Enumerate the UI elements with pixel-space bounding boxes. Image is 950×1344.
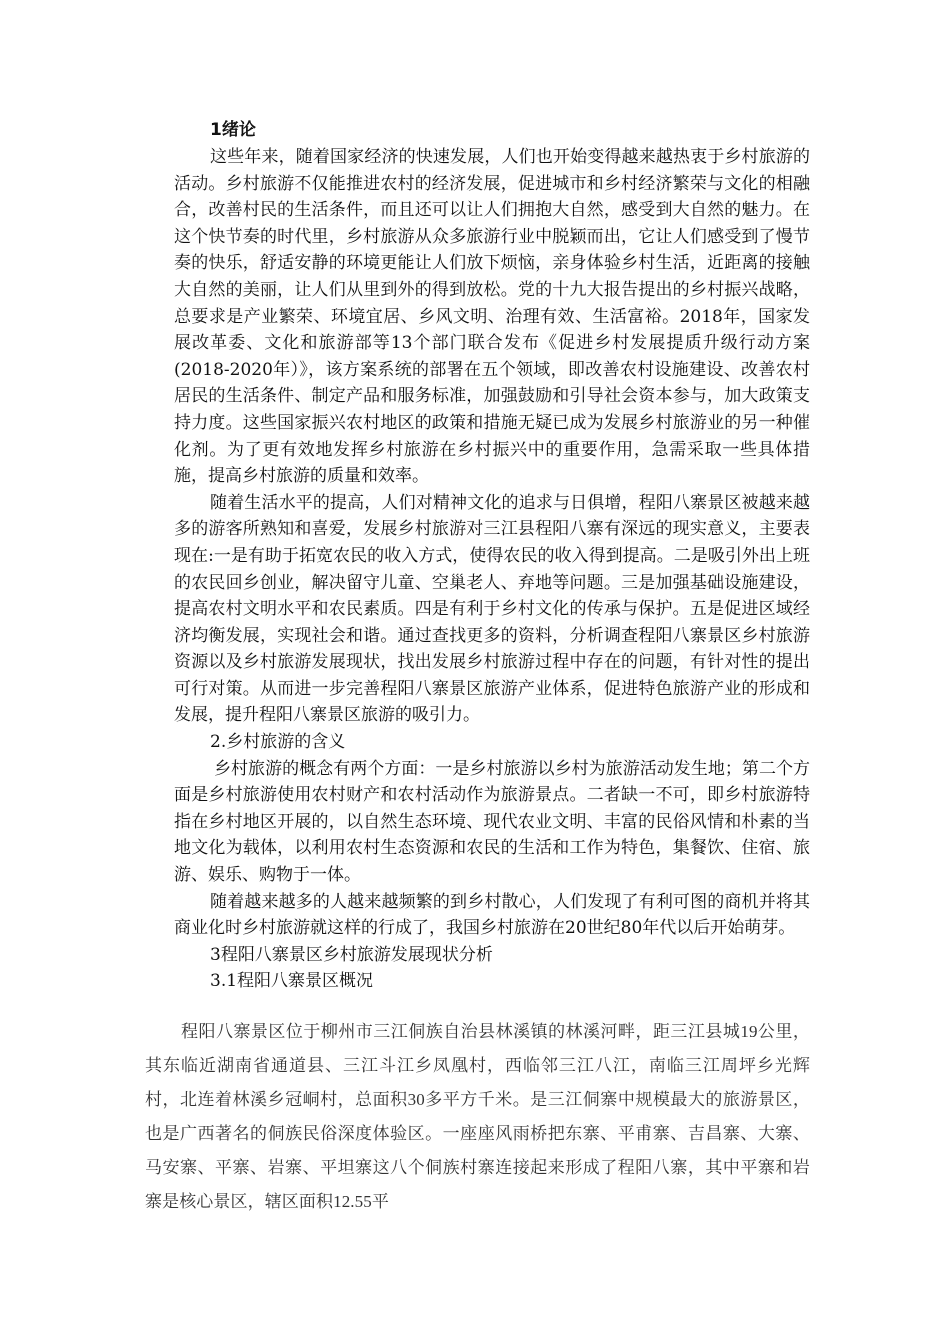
paragraph-rural-tourism-concept: 乡村旅游的概念有两个方面：一是乡村旅游以乡村为旅游活动发生地；第二个方面是乡村旅游使用农村财产和农村活动作为旅游景点。二者缺一不可，即乡村旅游特指在乡村地区开展的，以自然生态环境、现代农业文明、丰富的民俗风情和朴素的当地文化为载体，以利用农村生态资源和农民的生活和工作为特色，集餐饮、住宿、旅游、娱乐、购物于一体。 (174, 758, 810, 886)
heading-scenic-area-overview: 3.1程阳八寨景区概况 (210, 971, 374, 992)
heading-introduction: 1绪论 (210, 120, 256, 140)
paragraph-scenic-area-overview: 程阳八寨景区位于柳州市三江侗族自治县林溪镇的林溪河畔，距三江县城19公里，其东临近湖南省通道县、三江斗江乡凤凰村，西临邻三江八江，南临三江周坪乡光辉村，北连着林溪乡冠峒村，总面积30多平方千米。是三江侗寨中规模最大的旅游景区，也是广西著名的侗族民俗深度体验区。一座座风雨桥把东寨、平甫寨、吉昌寨、大寨、马安寨、平寨、岩寨、平坦寨这八个侗族村寨连接起来形成了程阳八寨，其中平寨和岩寨是核心景区，辖区面积12.55平 (145, 1022, 810, 1211)
paragraph-introduction-2: 随着生活水平的提高，人们对精神文化的追求与日俱增，程阳八寨景区被越来越多的游客所熟知和喜爱，发展乡村旅游对三江县程阳八寨有深远的现实意义，主要表现在:一是有助于拓宽农民的收入方式，使得农民的收入得到提高。二是吸引外出上班的农民回乡创业，解决留守儿童、空巢老人、弃地等问题。三是加强基础设施建设，提高农村文明水平和农民素质。四是有利于乡村文化的传承与保护。五是促进区域经济均衡发展，实现社会和谐。通过查找更多的资料，分析调查程阳八寨景区乡村旅游资源以及乡村旅游发展现状，找出发展乡村旅游过程中存在的问题，有针对性的提出可行对策。从而进一步完善程阳八寨景区旅游产业体系，促进特色旅游产业的形成和发展，提升程阳八寨景区旅游的吸引力。 (174, 492, 810, 726)
heading-development-analysis: 3程阳八寨景区乡村旅游发展现状分析 (210, 944, 493, 965)
paragraph-introduction-1: 这些年来，随着国家经济的快速发展，人们也开始变得越来越热衷于乡村旅游的活动。乡村旅游不仅能推进农村的经济发展，促进城市和乡村经济繁荣与文化的相融合，改善村民的生活条件，而且还可以让人们拥抱大自然，感受到大自然的魅力。在这个快节奏的时代里，乡村旅游从众多旅游行业中脱颖而出，它让人们感受到了慢节奏的快乐，舒适安静的环境更能让人们放下烦恼，亲身体验乡村生活，近距离的接触大自然的美丽，让人们从里到外的得到放松。党的十九大报告提出的乡村振兴战略，总要求是产业繁荣、环境宜居、乡风文明、治理有效、生活富裕。2018年，国家发展改革委、文化和旅游部等13个部门联合发布《促进乡村发展提质升级行动方案(2018-2020年）》，该方案系统的部署在五个领域，即改善农村设施建设、改善农村居民的生活条件、制定产品和服务标准，加强鼓励和引导社会资本参与，加大政策支持力度。这些国家振兴农村地区的政策和措施无疑已成为发展乡村旅游业的另一种催化剂。为了更有效地发挥乡村旅游在乡村振兴中的重要作用，急需采取一些具体措施，提高乡村旅游的质量和效率。 (174, 147, 810, 487)
paragraph-rural-tourism-origin: 随着越来越多的人越来越频繁的到乡村散心，人们发现了有利可图的商机并将其商业化时乡村旅游就这样的行成了，我国乡村旅游在20世纪80年代以后开始萌芽。 (174, 891, 810, 939)
document-body (174, 116, 810, 995)
heading-rural-tourism-meaning: 2.乡村旅游的含义 (210, 732, 346, 753)
